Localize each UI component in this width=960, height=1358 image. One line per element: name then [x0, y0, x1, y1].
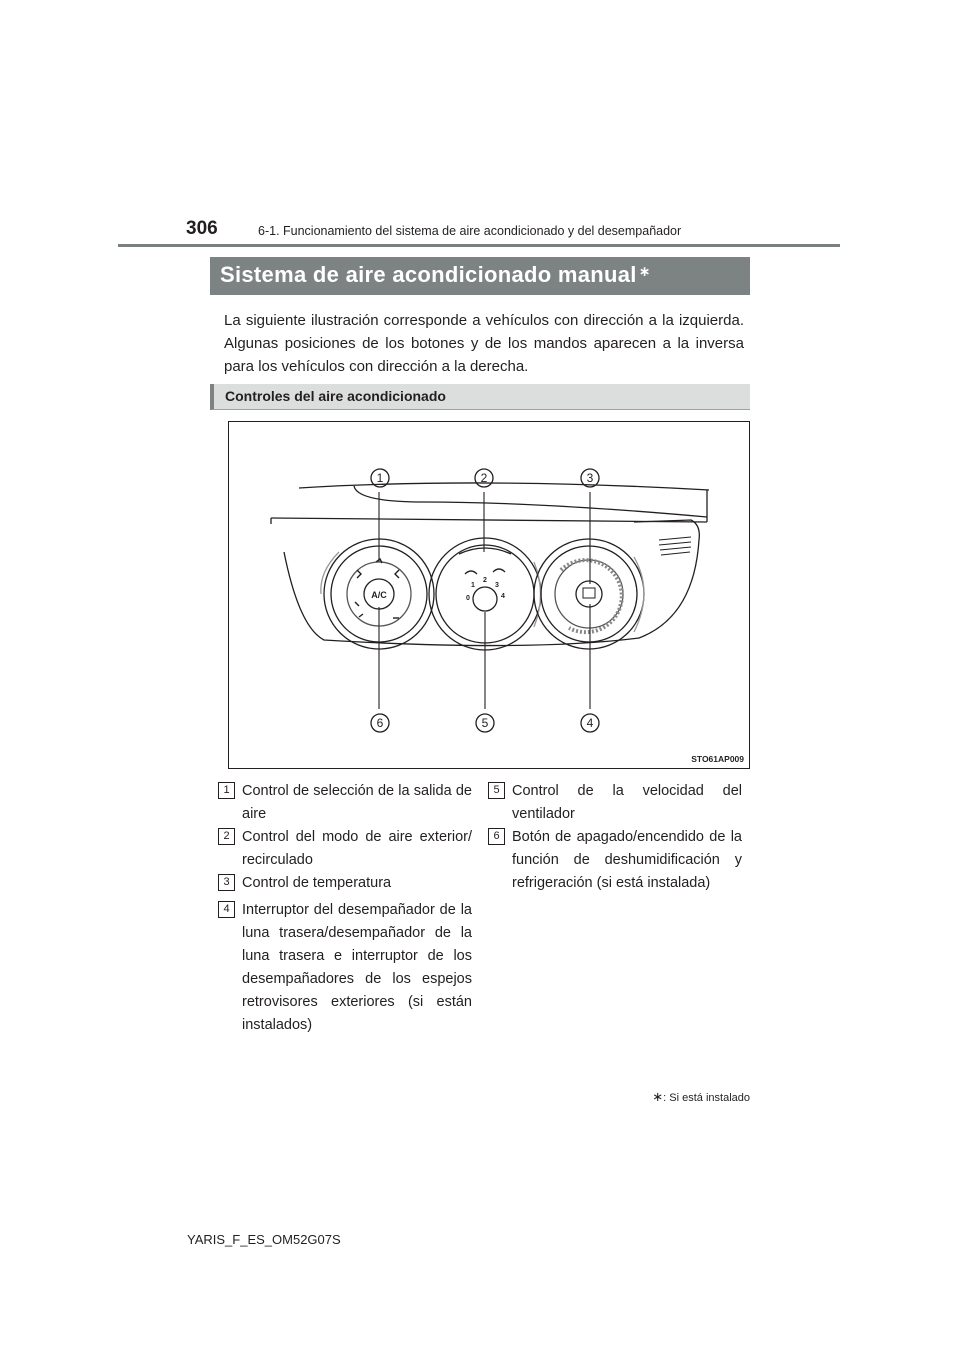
figure-code: STO61AP009 [691, 754, 744, 764]
legend-marker-1: 1 [218, 782, 235, 799]
controls-illustration [228, 421, 750, 769]
subsection-bar [210, 384, 750, 410]
fan-speed-4: 4 [501, 593, 505, 600]
legend-item-3: Control de temperatura [242, 875, 392, 891]
intro-paragraph: La siguiente ilustración corresponde a vehículos con dirección a la izquierda. Algunas posiciones de los botones y de los mandos aparecen a la inversa para los vehículos con dirección a la derecha. [224, 312, 744, 375]
fan-speed-1: 1 [471, 582, 475, 589]
callout-6: 6 [376, 716, 384, 730]
callout-2: 2 [480, 471, 488, 485]
legend-marker-3: 3 [218, 874, 235, 891]
footnote-text: : Si está instalado [663, 1092, 750, 1104]
chapter-title: 6-1. Funcionamiento del sistema de aire acondicionado y del desempañador [258, 224, 682, 238]
callout-5: 5 [481, 716, 489, 730]
fan-speed-0: 0 [466, 595, 470, 602]
legend-marker-2: 2 [218, 828, 235, 845]
section-title-bar [210, 257, 750, 295]
dashboard-drawing [229, 422, 749, 768]
page-number: 306 [186, 218, 218, 239]
legend-marker-6: 6 [488, 828, 505, 845]
ac-button-label: A/C [371, 590, 387, 600]
callout-1: 1 [376, 471, 384, 485]
fan-speed-3: 3 [495, 582, 499, 589]
legend-marker-4: 4 [218, 901, 235, 918]
fan-speed-2: 2 [483, 577, 487, 584]
legend-marker-5: 5 [488, 782, 505, 799]
callout-4: 4 [586, 716, 594, 730]
footnote-asterisk: ∗ [652, 1089, 664, 1104]
legend-item-4: Interruptor del desempañador de la luna trasera/desempañador de la luna trasera e interruptor de los desempañadores de los espejos retrovisores exteriores (si están instalados) [242, 902, 472, 1033]
legend-item-1: Control de selección de la salida de aire [242, 783, 472, 822]
subsection-title: Controles del aire acondicionado [225, 388, 446, 404]
section-title [220, 262, 651, 288]
callout-3: 3 [586, 471, 594, 485]
legend-item-2: Control del modo de aire exterior/ recirculado [242, 829, 472, 868]
legend-item-6: Botón de apagado/encendido de la función de deshumidificación y refrigeración (si está instalada) [512, 829, 742, 891]
footnote [652, 1089, 750, 1105]
legend-item-5: Control de la velocidad del ventilador [512, 783, 742, 822]
header-rule [118, 244, 840, 247]
section-title-text: Sistema de aire acondicionado manual [220, 262, 637, 287]
document-code: YARIS_F_ES_OM52G07S [187, 1232, 341, 1247]
title-asterisk: ∗ [638, 263, 651, 279]
